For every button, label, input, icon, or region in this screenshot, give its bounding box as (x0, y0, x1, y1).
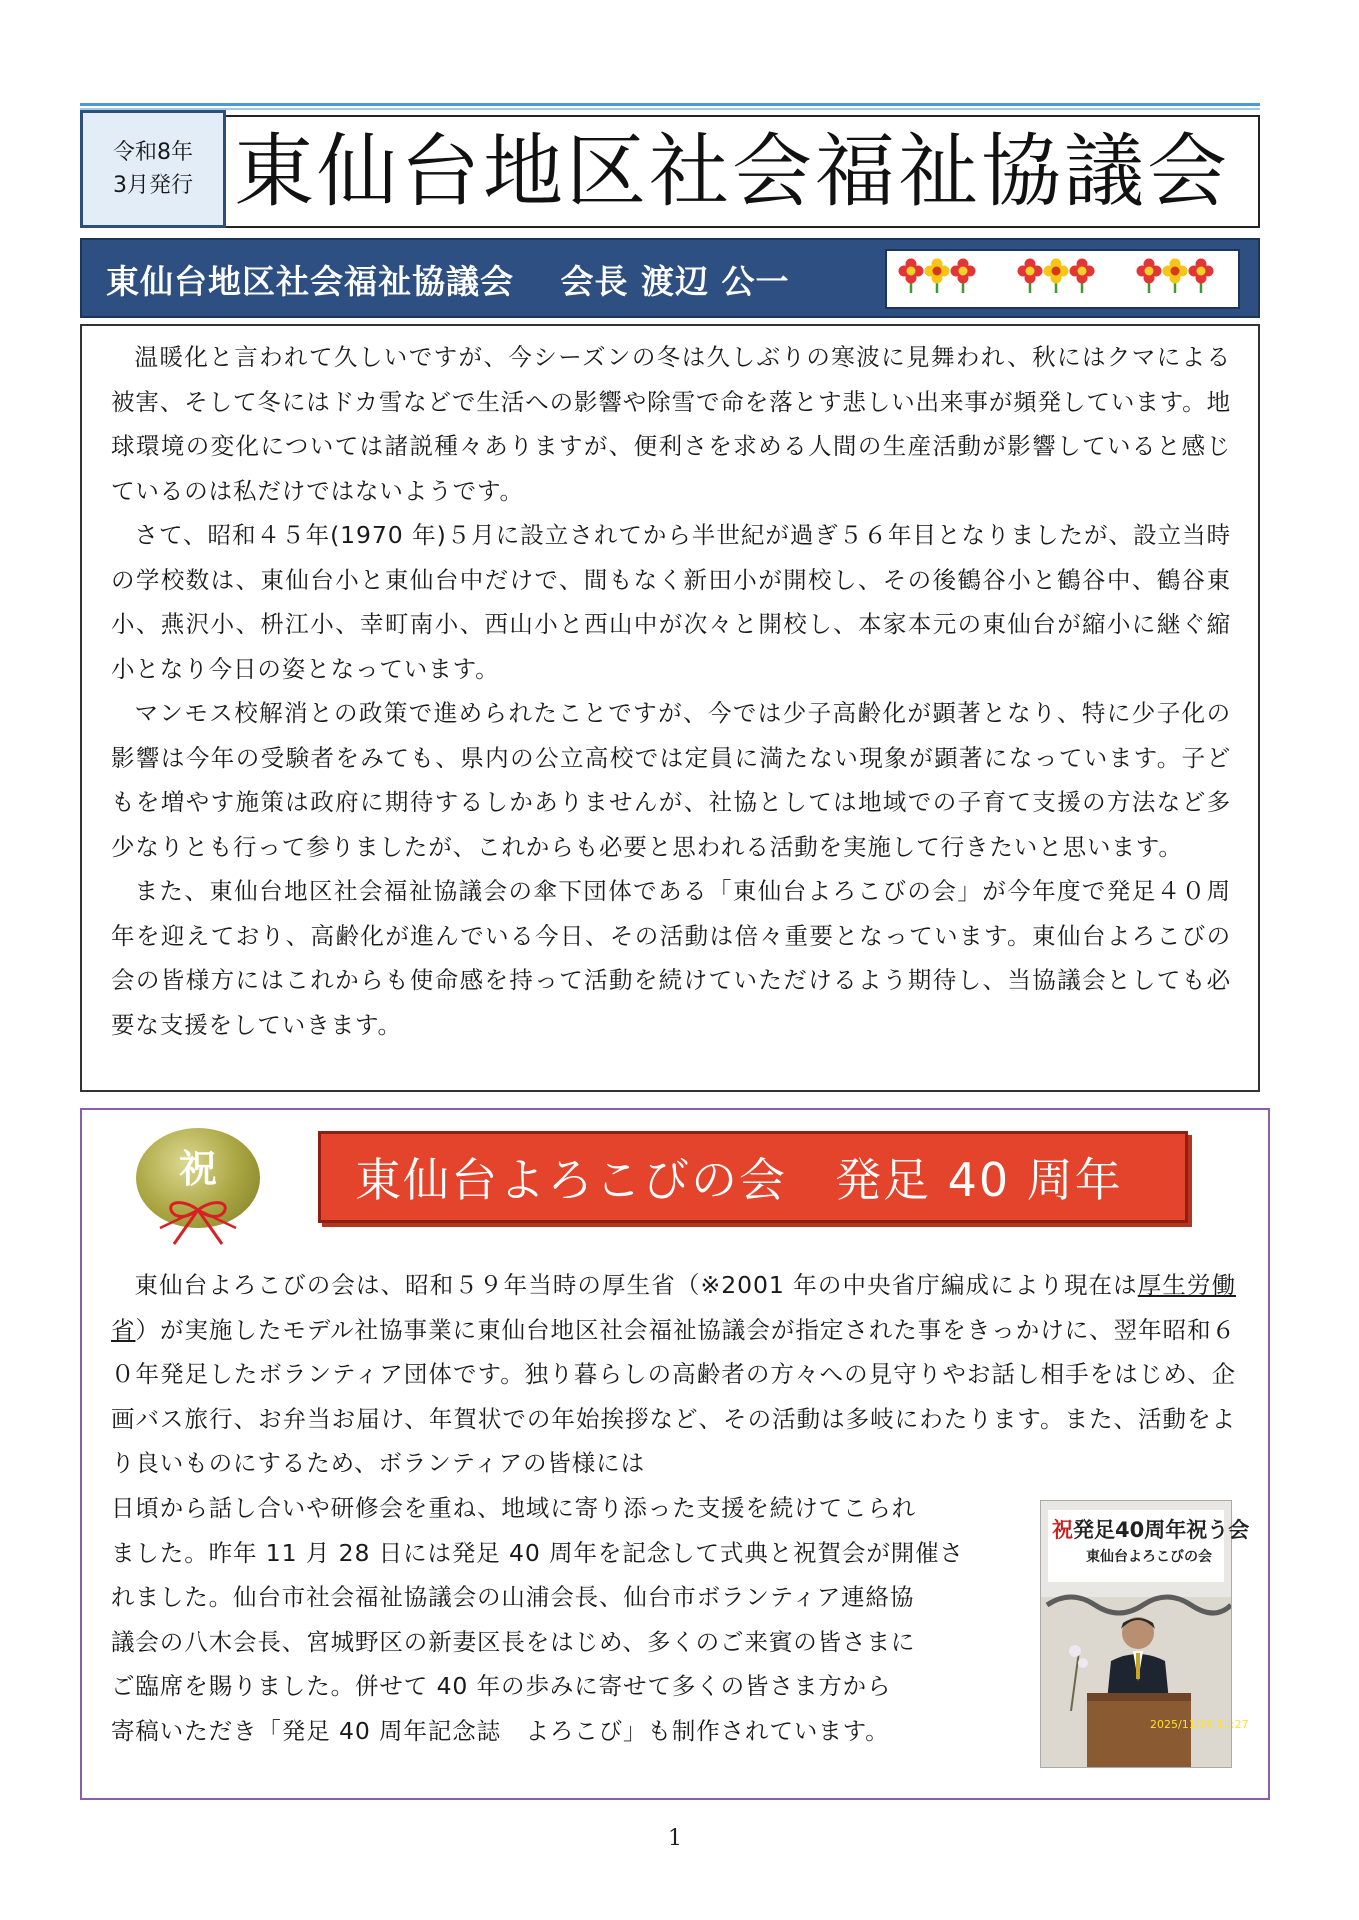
intro-rest: ）が実施したモデル社協事業に東仙台地区社会福祉協議会が指定された事をきっかけに、翌年昭和６０年発足したボランティア団体です。独り暮らしの高齢者の方々への見守りやお話し相手をはじめ、企画バス旅行、お弁当お届け、年賀状での年始挨拶など、その活動は多岐にわたります。また、活動をより良いものにするため、ボランティアの皆様には (111, 1315, 1236, 1477)
anniversary-line-2: ました。昨年 11 月 28 日には発足 40 周年を記念して式典と祝賀会が開催さ (111, 1538, 964, 1567)
greeting-paragraph-4: また、東仙台地区社会福祉協議会の傘下団体である「東仙台よろこびの会」が今年度で発足４０周年を迎えており、高齢化が進んでいる今日、その活動は倍々重要となっています。東仙台よろこびの会の皆様方にはこれからも使命感を持って活動を続けていただけるよう期待し、当協議会としても必要な支援をしていきます。 (111, 877, 1231, 1039)
president-heading: 東仙台地区社会福祉協議会 会長 渡辺 公一 (106, 262, 790, 301)
page-number: 1 (668, 1826, 682, 1851)
ribbon-knot-icon (152, 1198, 244, 1246)
photo-timestamp: 2025/11/28 11:27 (1150, 1718, 1249, 1731)
intro-start: 東仙台よろこびの会は、昭和５９年当時の厚生省（※2001 年の中央省庁編成により現在は (134, 1271, 1138, 1299)
issue-era: 令和8年 (113, 140, 193, 165)
issue-month: 3月発行 (113, 173, 193, 198)
header-top-rule (80, 103, 1260, 106)
ministry-name: 厚生労働省 (111, 1271, 1236, 1344)
anniversary-line-3: れました。仙台市社会福祉協議会の山浦会長、仙台市ボランティア連絡協 (111, 1583, 915, 1611)
greeting-text (111, 335, 1231, 1047)
anniversary-intro (111, 1263, 1236, 1486)
page-title: 東仙台地区社会福祉協議会 (234, 124, 1230, 218)
photo-sign-title (1052, 1514, 1249, 1544)
flower-decoration-box (885, 249, 1240, 309)
header-top-rule-light (80, 108, 1260, 110)
anniversary-line-6: 寄稿いただき「発足 40 周年記念誌 よろこび」も制作されています。 (111, 1716, 890, 1745)
title-box (226, 115, 1260, 228)
photo-sign-text: 発足40周年祝う会 (1073, 1518, 1250, 1542)
photo-sign-mark: 祝 (1052, 1518, 1073, 1542)
medal-char: 祝 (178, 1146, 217, 1191)
greeting-paragraph-3: マンモス校解消との政策で進められたことですが、今では少子高齢化が顕著となり、特に少子化の影響は今年の受験者をみても、県内の公立高校では定員に満たない現象が顕著になっています。子どもを増やす施策は政府に期待するしかありませんが、社協としては地域での子育て支援の方法など多少なりとも行って参りましたが、これからも必要と思われる活動を実施して行きたいと思います。 (111, 699, 1231, 861)
anniversary-line-1: 日頃から話し合いや研修会を重ね、地域に寄り添った支援を続けてこられ (111, 1494, 917, 1522)
anniversary-banner-text: 東仙台よろこびの会 発足 40 周年 (355, 1153, 1123, 1207)
anniversary-line-4: 議会の八木会長、宮城野区の新妻区長をはじめ、多くのご来賓の皆さまに (111, 1627, 916, 1656)
greeting-paragraph-1: 温暖化と言われて久しいですが、今シーズンの冬は久しぶりの寒波に見舞われ、秋にはクマによる被害、そして冬にはドカ雪などで生活への影響や除雪で命を落とす悲しい出来事が頻発しています。地球環境の変化については諸説種々ありますが、便利さを求める人間の生産活動が影響していると感じているのは私だけではないようです。 (111, 343, 1231, 505)
photo-sign-subtitle: 東仙台よろこびの会 (1086, 1549, 1212, 1565)
issue-date-box (80, 110, 226, 228)
flower-decoration-icon (887, 251, 1238, 307)
anniversary-banner (318, 1131, 1188, 1223)
greeting-paragraph-2: さて、昭和４５年(1970 年)５月に設立されてから半世紀が過ぎ５６年目となりましたが、設立当時の学校数は、東仙台小と東仙台中だけで、間もなく新田小が開校し、その後鶴谷小と鶴谷中、鶴谷東小、燕沢小、枡江小、幸町南小、西山小と西山中が次々と開校し、本家本元の東仙台が縮小に継ぐ縮小となり今日の姿となっています。 (111, 521, 1231, 683)
anniversary-line-5: ご臨席を賜りました。併せて 40 年の歩みに寄せて多くの皆さま方から (111, 1672, 892, 1700)
